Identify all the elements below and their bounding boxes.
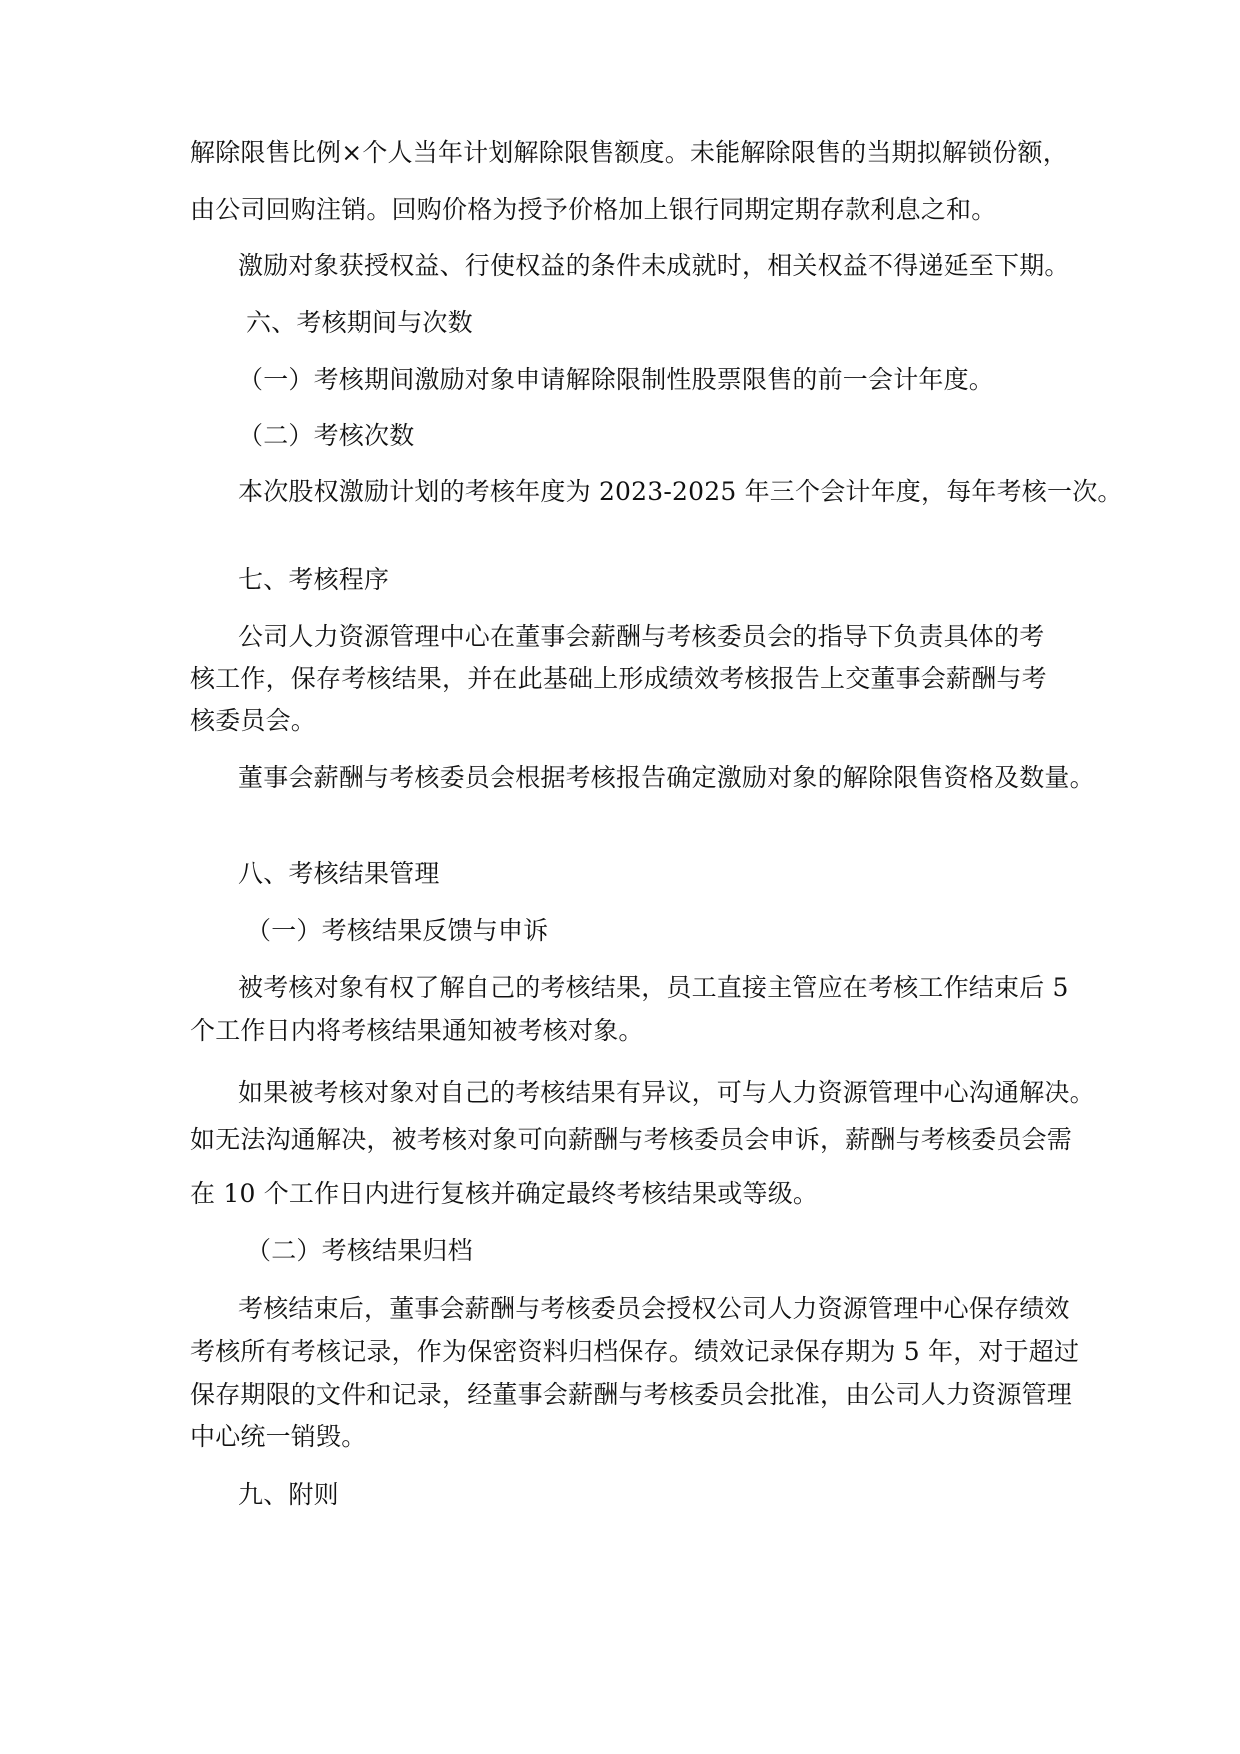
- subsection-heading: （二）考核次数: [238, 421, 415, 450]
- text-line: 保存期限的文件和记录，经董事会薪酬与考核委员会批准，由公司人力资源管理: [190, 1380, 1073, 1409]
- text-line: 激励对象获授权益、行使权益的条件未成就时，相关权益不得递延至下期。: [238, 251, 1070, 280]
- section-heading: 六、考核期间与次数: [246, 308, 473, 337]
- subsection-heading: （二）考核结果归档: [246, 1236, 473, 1265]
- text-line: 中心统一销毁。: [190, 1422, 367, 1451]
- text-line: 被考核对象有权了解自己的考核结果，员工直接主管应在考核工作结束后 5: [238, 973, 1069, 1002]
- text-line: 解除限售比例×个人当年计划解除限售额度。未能解除限售的当期拟解锁份额，: [190, 138, 1068, 167]
- text-line: 考核结束后，董事会薪酬与考核委员会授权公司人力资源管理中心保存绩效: [238, 1294, 1070, 1323]
- section-heading: 九、附则: [238, 1480, 339, 1509]
- text-line: 如无法沟通解决，被考核对象可向薪酬与考核委员会申诉，薪酬与考核委员会需: [190, 1125, 1073, 1154]
- text-line: 核委员会。: [190, 706, 317, 735]
- subsection-heading: （一）考核期间激励对象申请解除限制性股票限售的前一会计年度。: [238, 365, 995, 394]
- text-line: 核工作，保存考核结果，并在此基础上形成绩效考核报告上交董事会薪酬与考: [190, 664, 1047, 693]
- section-heading: 七、考核程序: [238, 565, 390, 594]
- subsection-heading: （一）考核结果反馈与申诉: [246, 916, 549, 945]
- text-line: 本次股权激励计划的考核年度为 2023-2025 年三个会计年度，每年考核一次。: [238, 477, 1123, 506]
- text-line: 由公司回购注销。回购价格为授予价格加上银行同期定期存款利息之和。: [190, 195, 997, 224]
- section-heading: 八、考核结果管理: [238, 859, 440, 888]
- text-line: 考核所有考核记录，作为保密资料归档保存。绩效记录保存期为 5 年，对于超过: [190, 1337, 1080, 1366]
- text-line: 个工作日内将考核结果通知被考核对象。: [190, 1016, 644, 1045]
- text-line: 在 10 个工作日内进行复核并确定最终考核结果或等级。: [190, 1179, 819, 1208]
- text-line: 公司人力资源管理中心在董事会薪酬与考核委员会的指导下负责具体的考: [238, 622, 1045, 651]
- text-line: 董事会薪酬与考核委员会根据考核报告确定激励对象的解除限售资格及数量。: [238, 763, 1095, 792]
- text-line: 如果被考核对象对自己的考核结果有异议，可与人力资源管理中心沟通解决。: [238, 1078, 1095, 1107]
